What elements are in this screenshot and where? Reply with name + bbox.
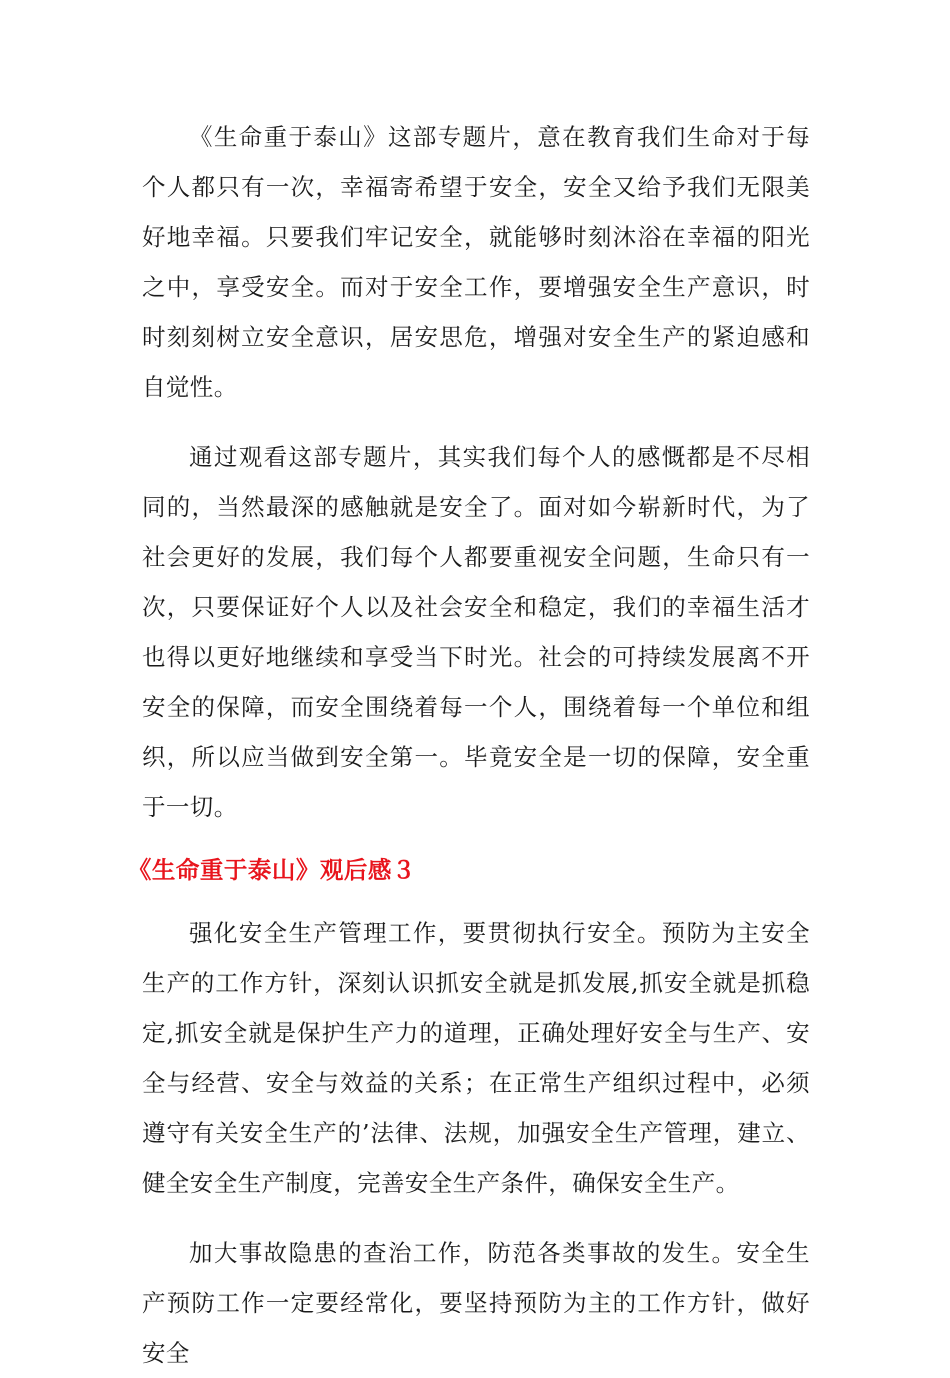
body-paragraph: 加大事故隐患的查治工作，防范各类事故的发生。安全生产预防工作一定要经常化，要坚持预防为主的工作方针，做好安全 bbox=[142, 1239, 810, 1367]
body-paragraph: 强化安全生产管理工作，要贯彻执行安全。预防为主安全生产的工作方针，深刻认识抓安全就是抓发展,抓安全就是抓稳定,抓安全就是保护生产力的道理，正确处理好安全与生产、安全与经营、安全与效益的关系；在正常生产组织过程中，必须遵守有关安全生产的’法律、法规，加强安全生产管理，建立、健全安全生产制度，完善安全生产条件，确保安全生产。 bbox=[142, 919, 810, 1197]
paragraph-gap bbox=[142, 1208, 810, 1228]
body-paragraph: 《生命重于泰山》这部专题片，意在教育我们生命对于每个人都只有一次，幸福寄希望于安全，安全又给予我们无限美好地幸福。只要我们牢记安全，就能够时刻沐浴在幸福的阳光之中，享受安全。而对于安全工作，要增强安全生产意识，时时刻刻树立安全意识，居安思危，增强对安全生产的紧迫感和自觉性。 bbox=[142, 123, 810, 401]
document-page bbox=[127, 112, 810, 1378]
body-paragraph: 通过观看这部专题片，其实我们每个人的感慨都是不尽相同的，当然最深的感触就是安全了。面对如今崭新时代，为了社会更好的发展，我们每个人都要重视安全问题，生命只有一次，只要保证好个人以及社会安全和稳定，我们的幸福生活才也得以更好地继续和享受当下时光。社会的可持续发展离不开安全的保障，而安全围绕着每一个人，围绕着每一个单位和组织，所以应当做到安全第一。毕竟安全是一切的保障，安全重于一切。 bbox=[142, 443, 810, 821]
section-heading: 《生命重于泰山》观后感３ bbox=[127, 856, 416, 884]
paragraph-gap bbox=[142, 412, 810, 432]
